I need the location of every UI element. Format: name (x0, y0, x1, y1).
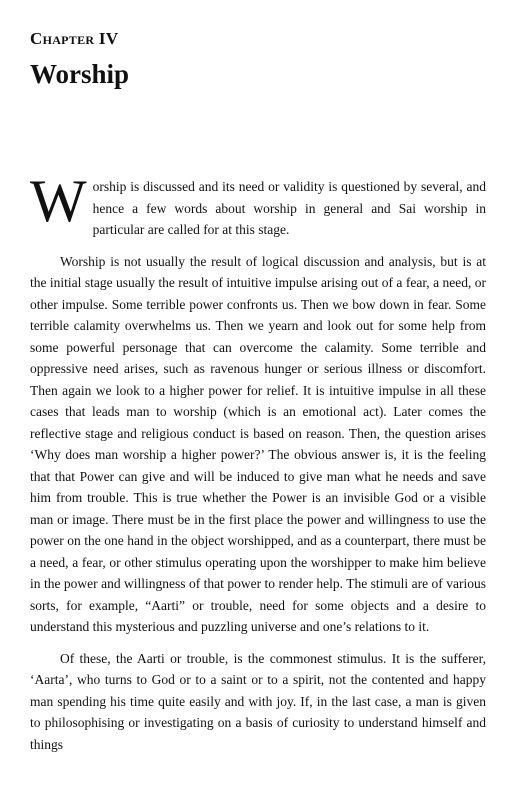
chapter-label: Chapter IV (30, 29, 119, 48)
chapter-title: Worship (30, 59, 130, 89)
body-paragraph-1: Worship is not usually the result of logical discussion and analysis, but is at the initial stage usually the result of intuitive impulse arising out of a fear, a need, or other impulse. Some terrible power confronts us. Then we bow down in fear. Some terrible calamity overwhelms us. Then we yearn and look out for some help from some powerful personage that can overcome the calamity. Some terrible and oppressive need arises, such as ravenous hunger or serious illness or discomfort. Then again we look to a higher power for relief. It is intuitive impulse in all these cases that leads man to worship (which is an emotional act). Later comes the reflective stage and religious conduct is based on reason. Then, the question arises ‘Why does man worship a higher power?’ The obvious answer is, it is the feeling that that Power can give and will be induced to give man what he needs and save him from trouble. This is true whether the Power is an invisible God or a visible man or image. There must be in the first place the power and willingness to use the power on the one hand in the object worshipped, and as a counterpart, there must be a need, a fear, or other stimulus operating upon the worshipper to make him believe in the power and willingness of that power to render help. The stimuli are of various sorts, for example, “Aarti” or trouble, need for some objects and a desire to understand this mysterious and puzzling universe and one’s relations to it. (30, 253, 486, 634)
chapter-body (30, 168, 486, 765)
intro-paragraph (30, 168, 486, 241)
intro-text: orship is discussed and its need or validity is questioned by several, and hence a few words about worship in general and Sai worship in particular are called for at this stage. (92, 179, 486, 237)
body-paragraph-2: Of these, the Aarti or trouble, is the commonest stimulus. It is the sufferer, ‘Aarta’, who turns to God or to a saint or to a spirit, not the contented and happy man spending his time quite easily and with joy. If, in the last case, a man is given to philosophising or investigating on a basis of curiosity to understand himself and things (30, 650, 486, 752)
drop-cap: W (30, 168, 87, 234)
